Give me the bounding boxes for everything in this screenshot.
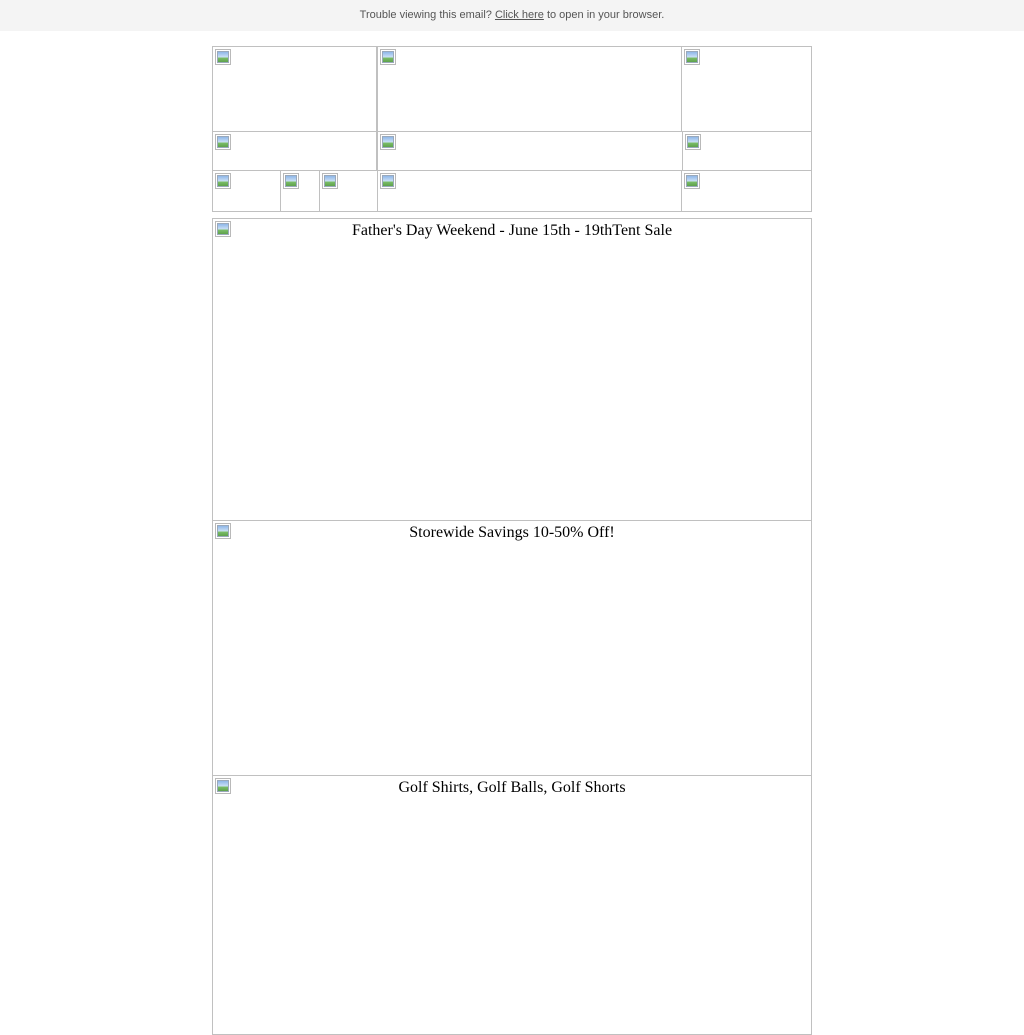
open-in-browser-text: to open in your browser.: [546, 9, 665, 21]
golf-products-banner[interactable]: [212, 775, 812, 1035]
broken-image-icon: [283, 173, 299, 189]
broken-image-icon: [215, 173, 231, 189]
broken-image-icon: [684, 49, 700, 65]
broken-image-icon: [684, 173, 700, 189]
header-row2-center-image: [377, 131, 683, 171]
broken-image-icon: [322, 173, 338, 189]
click-here-link[interactable]: Click here: [494, 9, 544, 21]
header-right-image: [681, 46, 812, 132]
broken-image-icon: [380, 49, 396, 65]
nav-image-right: [681, 170, 812, 212]
broken-image-icon: [215, 134, 231, 150]
fathers-day-banner[interactable]: [212, 218, 812, 521]
broken-image-icon: [215, 49, 231, 65]
nav-image-center: [377, 170, 682, 212]
nav-image-3[interactable]: [319, 170, 378, 212]
trouble-viewing-text: Trouble viewing this email?: [359, 9, 492, 21]
header-logo-image[interactable]: [212, 46, 377, 132]
nav-image-1[interactable]: [212, 170, 281, 212]
broken-image-icon: [380, 134, 396, 150]
storewide-savings-banner-alt-text: Storewide Savings 10-50% Off!: [409, 524, 615, 541]
view-in-browser-bar: [0, 0, 1024, 31]
fathers-day-banner-alt-text: Father's Day Weekend - June 15th - 19thTent Sale: [351, 222, 673, 239]
header-row2-right-image: [682, 131, 812, 171]
broken-image-icon: [685, 134, 701, 150]
storewide-savings-banner[interactable]: [212, 520, 812, 776]
nav-image-2[interactable]: [280, 170, 320, 212]
broken-image-icon: [380, 173, 396, 189]
header-row2-left-image: [212, 131, 377, 171]
golf-products-banner-alt-text: Golf Shirts, Golf Balls, Golf Shorts: [398, 779, 626, 796]
header-center-image: [377, 46, 682, 132]
